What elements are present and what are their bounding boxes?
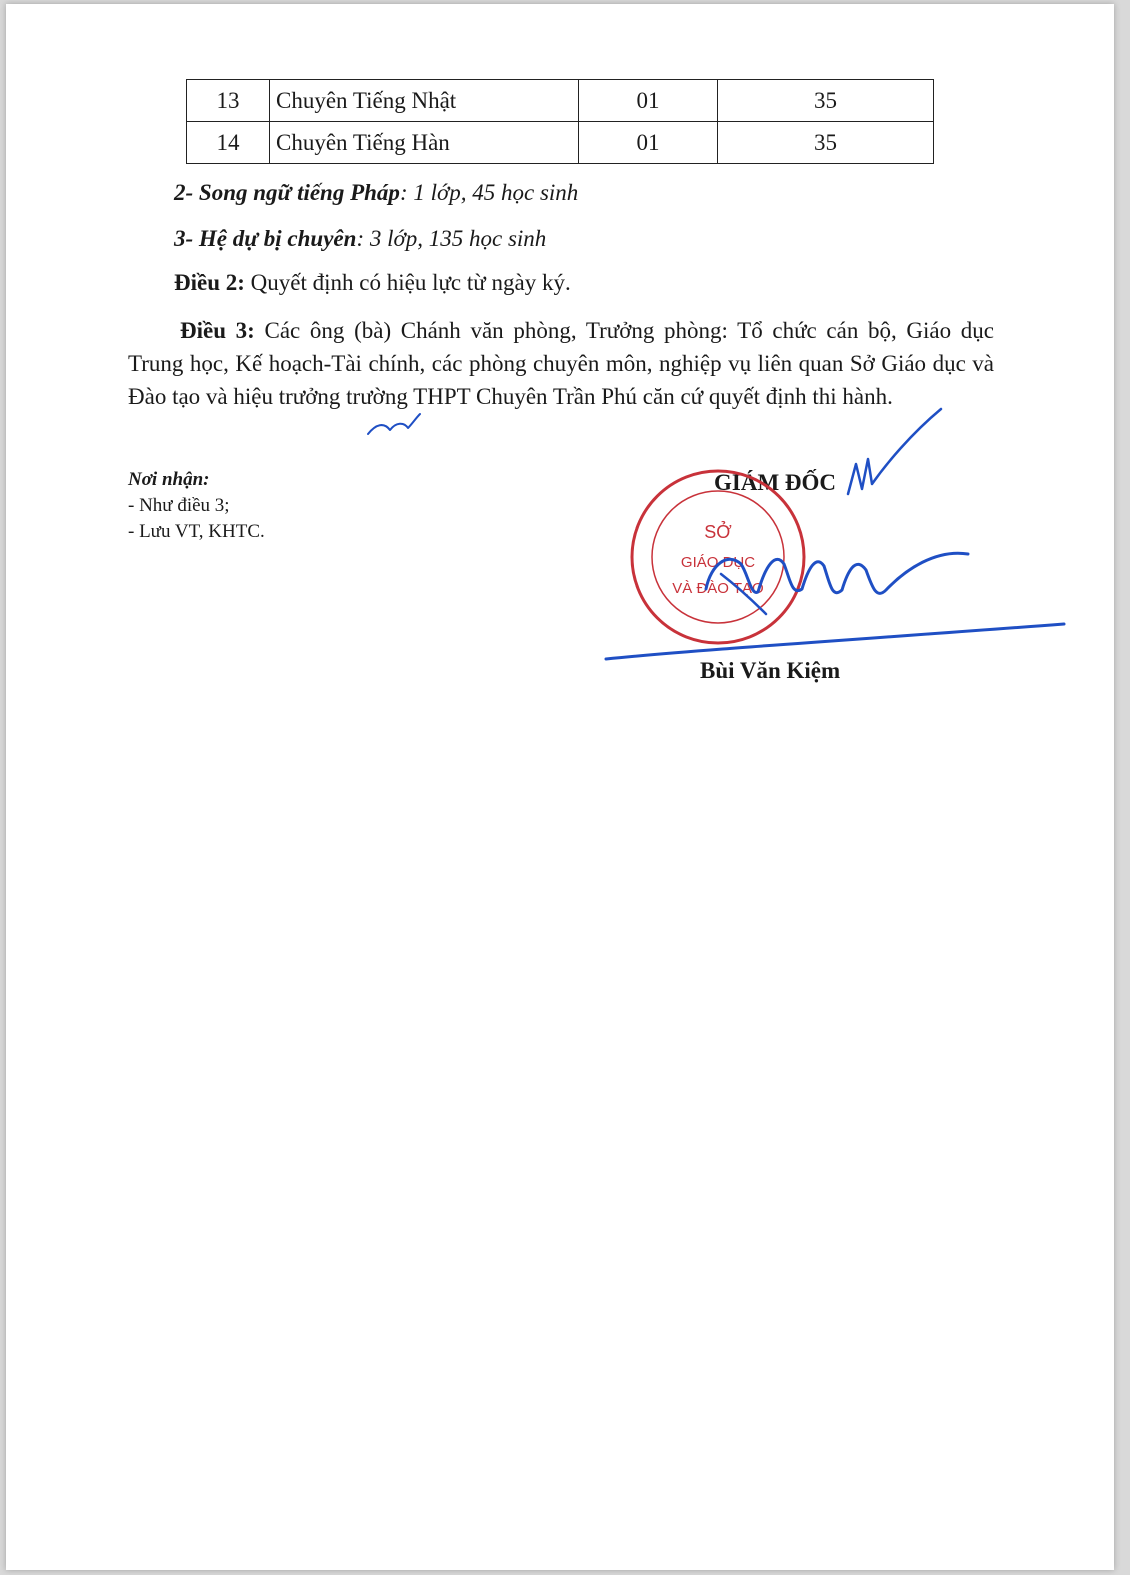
document-page [6,4,1114,1570]
student-count: 35 [718,80,934,122]
item-label: 3- Hệ dự bị chuyên [174,226,357,251]
recipient-item: - Như điều 3; [128,495,230,516]
recipients-block [128,467,265,545]
class-count: 01 [579,80,718,122]
class-count: 01 [579,122,718,164]
seal-text-line: SỞ [704,522,732,542]
signer-position: GIÁM ĐỐC [714,470,837,495]
table-row [187,80,934,122]
article-label: Điều 3: [180,318,255,343]
article-3 [128,314,994,413]
seal-text-line: GIÁO DỤC [680,554,756,571]
row-number: 13 [187,80,270,122]
quota-table [186,79,934,164]
article-label: Điều 2: [174,270,245,295]
row-number: 14 [187,122,270,164]
table-row [187,122,934,164]
signer-name: Bùi Văn Kiệm [700,658,841,683]
item-pre-gifted [174,226,546,252]
recipient-item: - Lưu VT, KHTC. [128,521,265,542]
official-seal [632,471,804,643]
item-label: 2- Song ngữ tiếng Pháp [174,180,400,205]
class-name: Chuyên Tiếng Nhật [270,80,579,122]
item-value: : 1 lớp, 45 học sinh [399,180,579,205]
student-count: 35 [718,122,934,164]
class-name: Chuyên Tiếng Hàn [270,122,579,164]
article-text: Quyết định có hiệu lực từ ngày ký. [244,270,571,295]
seal-text-line: VÀ ĐÀO TẠO [672,580,764,597]
item-bilingual-french [174,180,578,206]
handwritten-signature [368,409,1064,659]
article-2 [174,270,571,296]
item-value: : 3 lớp, 135 học sinh [356,226,547,251]
stamp-and-signature [6,4,1114,1570]
recipients-title: Nơi nhận: [128,469,210,490]
article-text: Các ông (bà) Chánh văn phòng, Trưởng phòng: Tổ chức cán bộ, Giáo dục Trung học, Kế hoạch-Tài chính, các phòng chuyên môn, nghiệp vụ liên quan Sở Giáo dục và Đào tạo và hiệu trưởng trường THPT Chuyên Trần Phú căn cứ quyết định thi hành. [128,318,994,409]
